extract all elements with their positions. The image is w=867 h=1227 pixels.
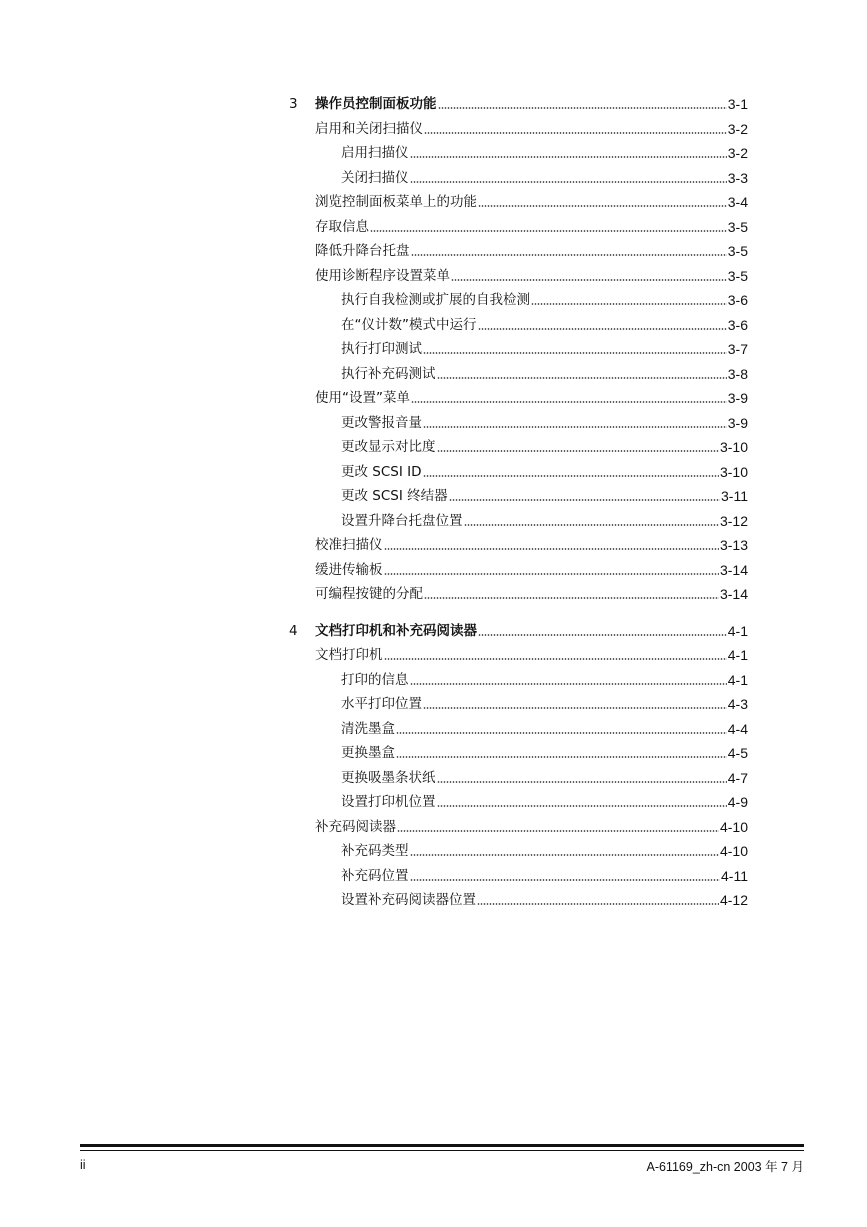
- dot-leader: [410, 181, 727, 183]
- dot-leader: [478, 205, 727, 207]
- toc-entry-title: 存取信息: [315, 218, 369, 235]
- toc-entry-page: 4-10: [719, 843, 748, 859]
- dot-leader: [449, 499, 720, 501]
- dot-leader: [437, 377, 727, 379]
- toc-entry-page: 4-3: [727, 696, 748, 712]
- toc-entry-page: 3-1: [727, 96, 748, 112]
- toc-entry-title: 降低升降台托盘: [315, 243, 410, 259]
- toc-entry[interactable]: [341, 290, 748, 310]
- toc-entry[interactable]: [315, 535, 748, 555]
- dot-leader: [384, 573, 719, 575]
- dot-leader: [478, 634, 727, 636]
- toc-entry-page: 4-12: [719, 892, 748, 908]
- toc-entry[interactable]: [315, 241, 748, 261]
- toc-entry[interactable]: [341, 670, 748, 690]
- footer-page-number: ii: [80, 1158, 86, 1172]
- dot-leader: [410, 854, 719, 856]
- dot-leader: [411, 254, 727, 256]
- toc-entry-title: 打印的信息: [341, 671, 409, 688]
- dot-leader: [423, 475, 719, 477]
- toc-entry-title: 操作员控制面板功能: [315, 96, 437, 112]
- toc-entry-title: 补充码类型: [341, 843, 409, 859]
- toc-entry-title: 更换墨盒: [341, 745, 395, 761]
- toc-entry-page: 4-1: [727, 671, 748, 688]
- toc-entry-page: 3-6: [727, 316, 748, 333]
- chapter-number: 4: [289, 622, 298, 639]
- toc-entry-page: 4-9: [727, 794, 748, 810]
- toc-entry[interactable]: [315, 217, 748, 237]
- toc-entry[interactable]: [341, 143, 748, 163]
- toc-entry-title: 校准扫描仪: [315, 537, 383, 553]
- toc-entry-title: 补充码位置: [341, 867, 409, 884]
- toc-entry-page: 3-11: [721, 488, 748, 504]
- toc-entry-page: 3-9: [727, 390, 748, 406]
- toc-entry-title: 启用扫描仪: [341, 145, 409, 161]
- toc-entry[interactable]: [341, 486, 748, 506]
- dot-leader: [410, 879, 721, 881]
- toc-entry-page: 3-2: [727, 120, 748, 137]
- footer-rule-thin: [80, 1150, 804, 1151]
- dot-leader: [370, 230, 727, 232]
- toc-entry[interactable]: [341, 413, 748, 433]
- toc-entry-page: 3-10: [719, 439, 748, 455]
- dot-leader: [424, 597, 719, 599]
- toc-entry[interactable]: [341, 694, 748, 714]
- dot-leader: [396, 732, 727, 734]
- toc-entry-page: 4-1: [727, 647, 748, 663]
- toc-entry-page: 3-14: [719, 586, 748, 602]
- toc-entry[interactable]: [341, 743, 748, 763]
- dot-leader: [531, 303, 727, 305]
- footer-doc-id: A-61169_zh-cn 2003 年 7 月: [646, 1160, 804, 1174]
- toc-entry-title: 更换吸墨条状纸: [341, 769, 436, 786]
- dot-leader: [438, 107, 727, 109]
- dot-leader: [384, 548, 719, 550]
- toc-entry-page: 3-13: [719, 537, 748, 553]
- toc-entry[interactable]: [315, 560, 748, 580]
- toc-entry-title: 文档打印机和补充码阅读器: [315, 622, 477, 639]
- toc-entry[interactable]: [341, 364, 748, 384]
- toc-entry-title: 缓进传输板: [315, 561, 383, 578]
- toc-entry-page: 3-5: [727, 218, 748, 235]
- toc-entry[interactable]: [341, 511, 748, 531]
- toc-entry-page: 3-7: [727, 341, 748, 357]
- toc-entry-title: 执行打印测试: [341, 341, 422, 357]
- toc-entry-page: 4-5: [727, 745, 748, 761]
- toc-chapter-entry[interactable]: [289, 621, 748, 641]
- dot-leader: [437, 450, 719, 452]
- toc-entry-title: 在“仪计数”模式中运行: [341, 316, 477, 333]
- chapter-number: 3: [289, 96, 298, 112]
- toc-entry[interactable]: [341, 315, 748, 335]
- dot-leader: [384, 658, 727, 660]
- toc-entry-page: 3-5: [727, 243, 748, 259]
- dot-leader: [477, 903, 719, 905]
- toc-entry[interactable]: [315, 119, 748, 139]
- toc-entry-page: 3-3: [727, 169, 748, 186]
- dot-leader: [397, 830, 719, 832]
- toc-entry-title: 使用“设置”菜单: [315, 390, 410, 406]
- toc-entry-page: 4-4: [727, 720, 748, 737]
- toc-entry[interactable]: [341, 168, 748, 188]
- toc-entry-page: 3-2: [727, 145, 748, 161]
- toc-entry-page: 3-5: [727, 267, 748, 284]
- toc-entry-title: 设置补充码阅读器位置: [341, 892, 476, 908]
- dot-leader: [423, 426, 727, 428]
- toc-entry[interactable]: [315, 817, 748, 837]
- toc-entry[interactable]: [341, 866, 748, 886]
- toc-entry-page: 4-7: [727, 769, 748, 786]
- toc-entry-title: 更改警报音量: [341, 414, 422, 431]
- toc-entry[interactable]: [315, 645, 748, 665]
- toc-entry[interactable]: [315, 388, 748, 408]
- toc-entry-title: 启用和关闭扫描仪: [315, 120, 423, 137]
- toc-entry[interactable]: [315, 584, 748, 604]
- toc-entry-page: 4-10: [719, 818, 748, 835]
- toc-entry[interactable]: [341, 841, 748, 861]
- toc-entry-title: 水平打印位置: [341, 696, 422, 712]
- dot-leader: [423, 352, 727, 354]
- toc-entry-title: 浏览控制面板菜单上的功能: [315, 194, 477, 210]
- dot-leader: [423, 707, 727, 709]
- toc-entry[interactable]: [341, 339, 748, 359]
- toc-entry-title: 关闭扫描仪: [341, 169, 409, 186]
- dot-leader: [437, 781, 727, 783]
- dot-leader: [464, 524, 719, 526]
- toc-entry-title: 设置升降台托盘位置: [341, 512, 463, 529]
- toc-entry-page: 3-14: [719, 561, 748, 578]
- toc-entry-title: 使用诊断程序设置菜单: [315, 267, 450, 284]
- dot-leader: [410, 156, 727, 158]
- toc-entry-page: 3-10: [719, 463, 748, 480]
- toc-entry[interactable]: [341, 719, 748, 739]
- toc-entry-title: 设置打印机位置: [341, 794, 436, 810]
- dot-leader: [451, 279, 727, 281]
- toc-entry-page: 4-1: [727, 622, 748, 639]
- toc-entry[interactable]: [341, 462, 748, 482]
- toc-entry-page: 3-6: [727, 292, 748, 308]
- dot-leader: [424, 132, 727, 134]
- toc-entry-page: 3-9: [727, 414, 748, 431]
- toc-entry-title: 更改显示对比度: [341, 439, 436, 455]
- toc-entry-title: 补充码阅读器: [315, 818, 396, 835]
- toc-entry-page: 3-8: [727, 365, 748, 382]
- toc-entry-title: 可编程按键的分配: [315, 586, 423, 602]
- toc-entry[interactable]: [341, 890, 748, 910]
- toc-entry[interactable]: [341, 437, 748, 457]
- toc-entry-page: 4-11: [721, 867, 748, 884]
- toc-entry-title: 执行补充码测试: [341, 365, 436, 382]
- toc-entry-page: 3-12: [719, 512, 748, 529]
- toc-entry[interactable]: [341, 792, 748, 812]
- toc-entry[interactable]: [341, 768, 748, 788]
- toc-entry-title: 执行自我检测或扩展的自我检测: [341, 292, 530, 308]
- dot-leader: [437, 805, 727, 807]
- dot-leader: [396, 756, 727, 758]
- toc-entry[interactable]: [315, 266, 748, 286]
- dot-leader: [411, 401, 727, 403]
- toc-entry-title: 清洗墨盒: [341, 720, 395, 737]
- footer-rule: [80, 1144, 804, 1147]
- toc-entry[interactable]: [315, 192, 748, 212]
- dot-leader: [410, 683, 727, 685]
- toc-entry-title: 更改 SCSI 终结器: [341, 488, 448, 504]
- toc-entry-page: 3-4: [727, 194, 748, 210]
- toc-entry-title: 更改 SCSI ID: [341, 463, 422, 480]
- toc-chapter-entry[interactable]: [289, 94, 748, 114]
- dot-leader: [478, 328, 727, 330]
- toc-entry-title: 文档打印机: [315, 647, 383, 663]
